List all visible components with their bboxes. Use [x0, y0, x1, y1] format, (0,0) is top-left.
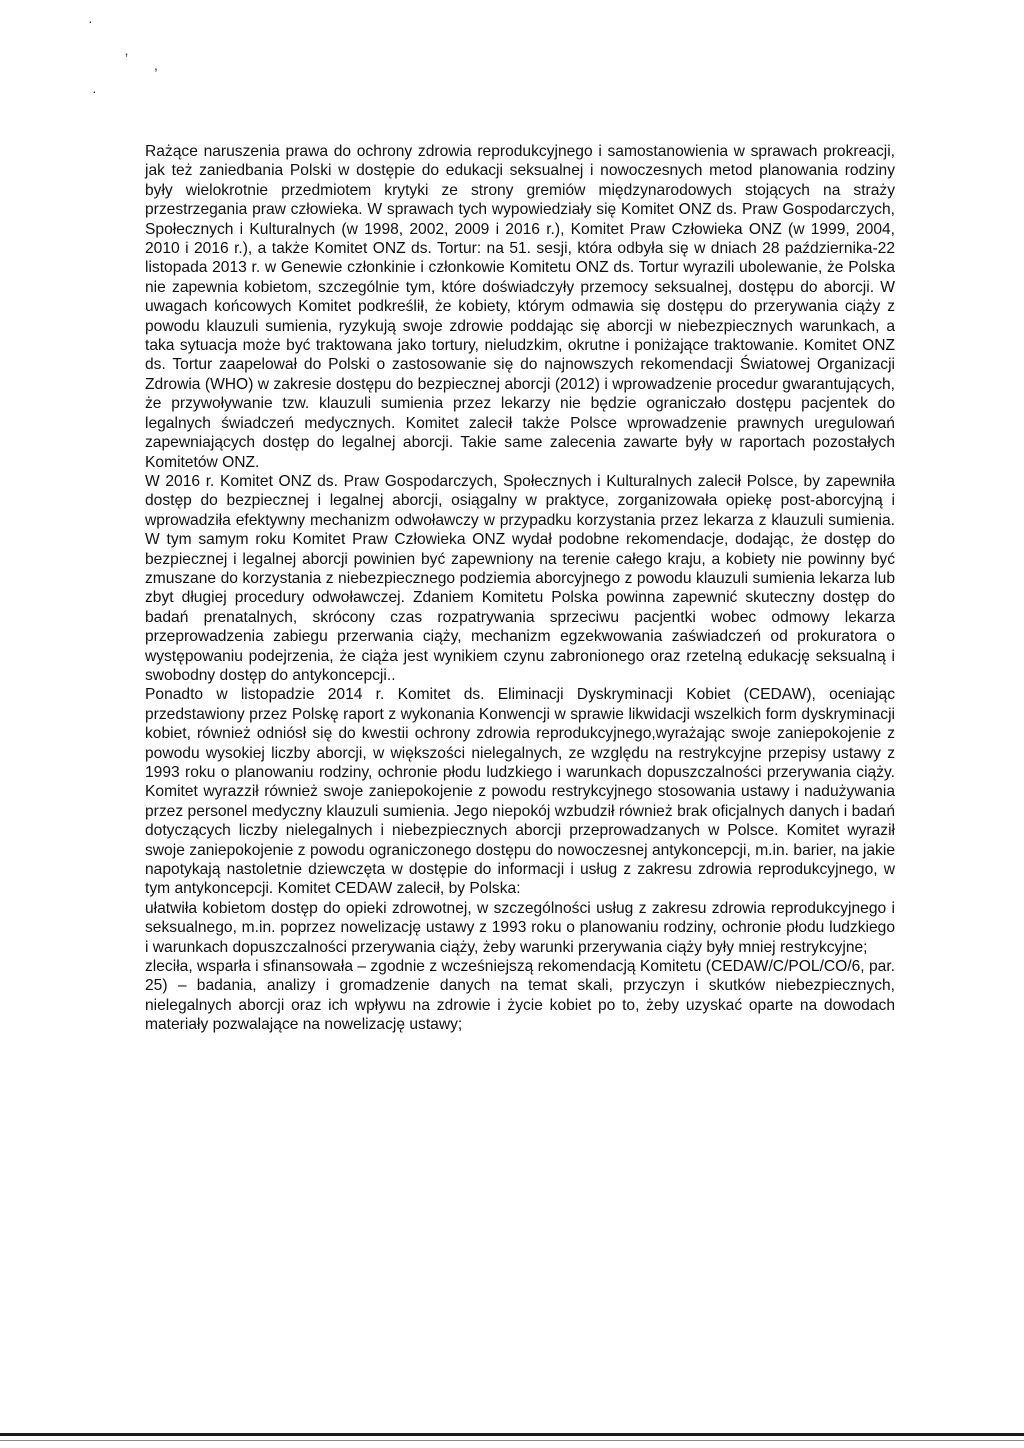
scan-speck: ·	[92, 83, 97, 99]
paragraph-un-committees-criticism: Rażące naruszenia prawa do ochrony zdrowia reprodukcyjnego i samostanowienia w sprawach prokreacji, jak też zaniedbania Polski w dostępie do edukacji seksualnej i nowoczesnych metod planowania rodziny były wielokrotnie przedmiotem krytyki ze strony gremiów międzynarodowych stojących na straży przestrzegania praw człowieka. W sprawach tych wypowiedziały się Komitet ONZ ds. Praw Gospodarczych, Społecznych i Kulturalnych (w 1998, 2002, 2009 i 2016 r.), Komitet Praw Człowieka ONZ (w 1999, 2004, 2010 i 2016 r.), a także Komitet ONZ ds. Tortur: na 51. sesji, która odbyła się w dniach 28 października-22 listopada 2013 r. w Genewie członkinie i członkowie Komitetu ONZ ds. Tortur wyrazili ubolewanie, że Polska nie zapewnia kobietom, szczególnie tym, które doświadczyły przemocy seksualnej, dostępu do aborcji. W uwagach końcowych Komitet podkreślił, że kobiety, którym odmawia się dostępu do przerywania ciąży z powodu klauzuli sumienia, ryzykują swoje zdrowie poddając się aborcji w niebezpiecznych warunkach, a taka sytuacja może być traktowana jako tortury, nieludzkim, okrutne i poniżające traktowanie. Komitet ONZ ds. Tortur zaapelował do Polski o zastosowanie się do najnowszych rekomendacji Światowej Organizacji Zdrowia (WHO) w zakresie dostępu do bezpiecznej aborcji (2012) i wprowadzenie procedur gwarantujących, że przywoływanie tzw. klauzuli sumienia przez lekarzy nie będzie ograniczało dostępu pacjentek do legalnych świadczeń medycznych. Komitet zalecił także Polsce wprowadzenie prawnych uregulowań zapewniających dostęp do legalnej aborcji. Takie same zalecenia zawarte były w raportach pozostałych Komitetów ONZ.	[145, 143, 895, 471]
scan-speck: ,	[154, 57, 158, 73]
paragraph-2016-recommendations: W 2016 r. Komitet ONZ ds. Praw Gospodarczych, Społecznych i Kulturalnych zalecił Polsce, by zapewniła dostęp do bezpiecznej i legalnej aborcji, osiągalny w praktyce, zorganizowała opiekę post-aborcyjną i wprowadziła efektywny mechanizm odwoławczy w przypadku korzystania przez lekarza z klauzuli sumienia. W tym samym roku Komitet Praw Człowieka ONZ wydał podobne rekomendacje, dodając, że dostęp do bezpiecznej i legalnej aborcji powinien być zapewniony na terenie całego kraju, a kobiety nie powinny być zmuszane do korzystania z niebezpiecznego podziemia aborcyjnego z powodu klauzuli sumienia lekarza lub zbyt długiej procedury odwoławczej. Zdaniem Komitetu Polska powinna zapewnić skuteczny dostęp do badań prenatalnych, skrócony czas rozpatrywania sprzeciwu pacjentki wobec odmowy lekarza przeprowadzenia zabiegu przerwania ciąży, mechanizm egzekwowania zaświadczeń od prokuratora o występowaniu podejrzenia, że ciąża jest wynikiem czynu zabronionego oraz rzetelną edukację seksualną i swobodny dostęp do antykoncepcji..	[145, 472, 895, 684]
recommendation-item: ułatwiła kobietom dostęp do opieki zdrowotnej, w szczególności usług z zakresu zdrowia reprodukcyjnego i seksualnego, m.in. poprzez nowelizację ustawy z 1993 roku o planowaniu rodziny, ochronie płodu ludzkiego i warunkach dopuszczalności przerywania ciąży, żeby warunki przerywania ciąży były mniej restrykcyjne;	[145, 899, 895, 956]
scan-bottom-edge-shadow	[0, 1440, 1024, 1441]
scan-bottom-edge	[0, 1433, 1024, 1436]
document-body	[145, 142, 895, 1035]
scan-speck: ʼ	[125, 51, 129, 67]
recommendation-item: zleciła, wsparła i sfinansowała – zgodnie z wcześniejszą rekomendacją Komitetu (CEDAW/C/POL/CO/6, par. 25) – badania, analizy i gromadzenie danych na temat skali, przyczyn i skutków niebezpiecznych, nielegalnych aborcji oraz ich wpływu na zdrowie i życie kobiet po to, żeby uzyskać oparte na dowodach materiały pozwalające na nowelizację ustawy;	[145, 958, 895, 1034]
cedaw-recommendation-list	[145, 899, 895, 1035]
paragraph-cedaw-2014: Ponadto w listopadzie 2014 r. Komitet ds. Eliminacji Dyskryminacji Kobiet (CEDAW), oceniając przedstawiony przez Polskę raport z wykonania Konwencji w sprawie likwidacji wszelkich form dyskryminacji kobiet, również odniósł się do kwestii ochrony zdrowia reprodukcyjnego,wyrażając swoje zaniepokojenie z powodu wysokiej liczby aborcji, w większości nielegalnych, ze względu na restrykcyjne przepisy ustawy z 1993 roku o planowaniu rodziny, ochronie płodu ludzkiego i warunkach dopuszczalności przerywania ciąży. Komitet wyrazził również swoje zaniepokojenie z powodu restrykcyjnego stosowania ustawy i nadużywania przez personel medyczny klauzuli sumienia. Jego niepokój wzbudził również brak oficjalnych danych i badań dotyczących liczby nielegalnych i niebezpiecznych aborcji przeprowadzanych w Polsce. Komitet wyraził swoje zaniepokojenie z powodu ograniczonego dostępu do nowoczesnej antykoncepcji, m.in. barier, na jakie napotykają nastoletnie dziewczęta w dostępie do informacji i usług z zakresu zdrowia reprodukcyjnego, w tym antykoncepcji. Komitet CEDAW zalecił, by Polska:	[145, 686, 895, 898]
scan-speck: ·	[88, 13, 93, 29]
